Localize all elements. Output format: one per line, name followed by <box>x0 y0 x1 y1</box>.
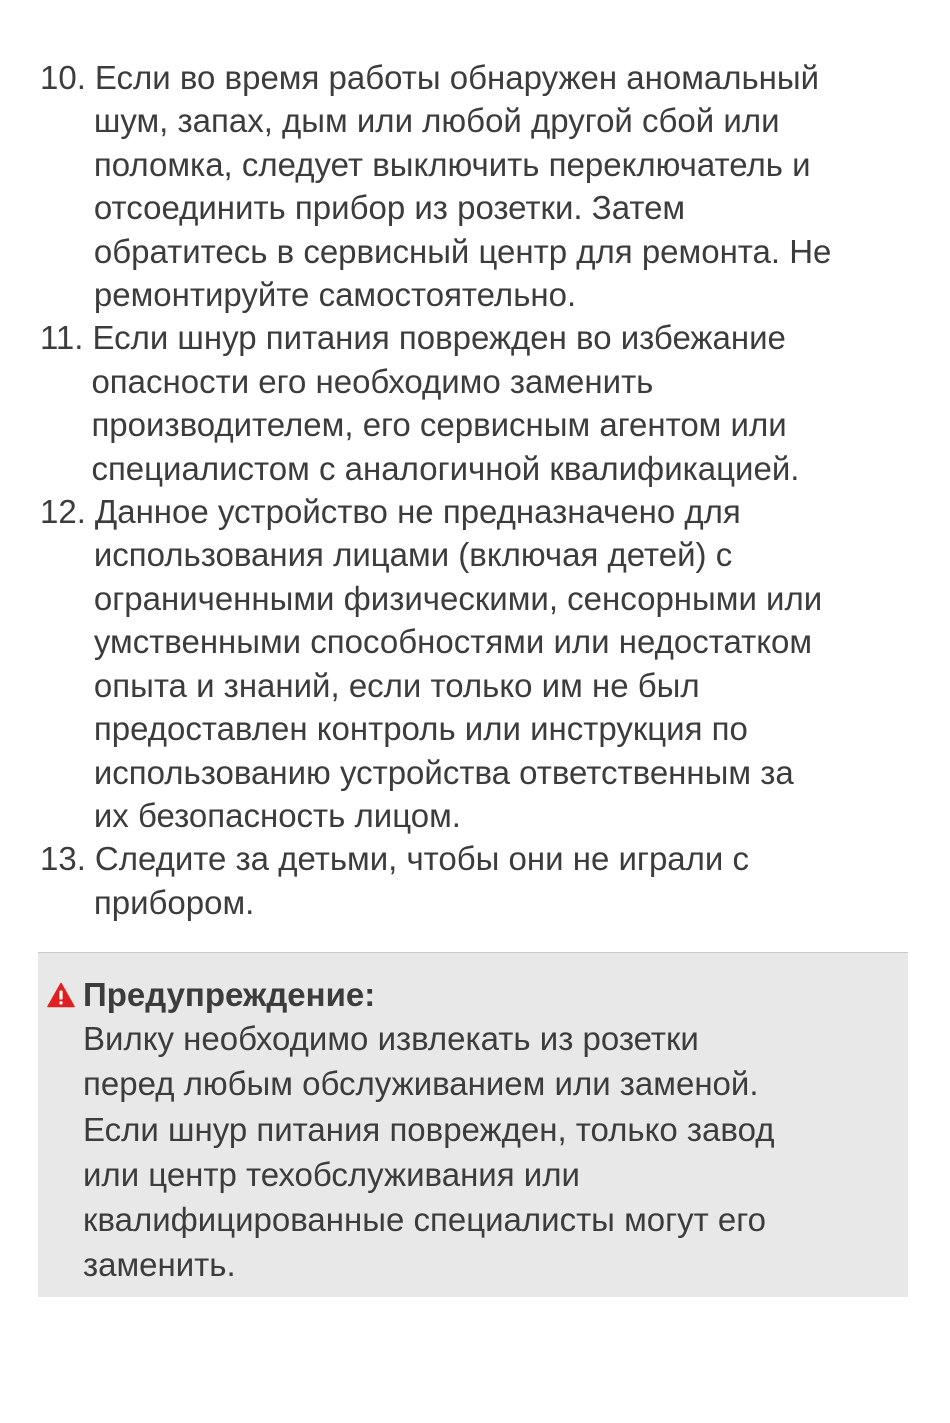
text-line: прибором. <box>93 883 255 921</box>
item-text <box>95 56 920 316</box>
text-line: Данное устройство не предназначено для <box>94 493 741 531</box>
item-number: 12. <box>40 493 86 531</box>
text-line: поломка, следует выключить переключатель и <box>93 145 811 183</box>
text-line: их безопасность лицом. <box>93 796 461 834</box>
item-number: 13. <box>40 840 86 878</box>
text-line: Если во время работы обнаружен аномальный <box>94 59 820 96</box>
warning-header <box>47 973 375 1016</box>
item-number: 11. <box>40 319 84 357</box>
text-line: Следите за детьми, чтобы они не играли с <box>94 840 750 878</box>
text-line: ремонтируйте самостоятельно. <box>93 276 577 314</box>
warning-box <box>38 952 908 1297</box>
item-text <box>95 837 920 924</box>
text-line: специалистом с аналогичной квалификацией. <box>91 449 800 487</box>
text-line: квалифицированные специалисты могут его <box>83 1201 766 1239</box>
text-line: использованию устройства ответственным за <box>93 753 794 791</box>
text-line: производителем, его сервисным агентом или <box>91 406 787 444</box>
text-line: шум, запах, дым или любой другой сбой или <box>93 102 780 140</box>
text-line: опыта и знаний, если только им не был <box>93 666 700 704</box>
safety-instructions-list <box>40 56 920 924</box>
text-line: обратитесь в сервисный центр для ремонта. Не <box>93 232 832 270</box>
text-line: умственными способностями или недостатком <box>93 623 813 661</box>
warning-triangle-icon <box>47 982 75 1008</box>
text-line: Если шнур питания поврежден во избежание <box>92 319 786 357</box>
item-text <box>92 316 920 490</box>
text-line: отсоединить прибор из розетки. Затем <box>93 189 686 227</box>
text-line: опасности его необходимо заменить <box>91 362 654 400</box>
text-line: ограниченными физическими, сенсорными или <box>93 579 823 617</box>
list-item <box>40 490 920 837</box>
text-line: предоставлен контроль или инструкция по <box>93 710 748 748</box>
list-item <box>40 316 920 490</box>
text-line: заменить. <box>83 1246 236 1284</box>
text-line: или центр техобслуживания или <box>83 1155 580 1193</box>
text-line: Вилку необходимо извлекать из розетки <box>83 1020 699 1057</box>
text-line: использования лицами (включая детей) с <box>93 536 733 574</box>
item-number: 10. <box>40 59 86 96</box>
list-item <box>40 56 920 316</box>
warning-text <box>83 1016 774 1288</box>
text-line: Если шнур питания поврежден, только завод <box>83 1110 775 1148</box>
warning-title: Предупреждение: <box>83 976 376 1013</box>
text-line: перед любым обслуживанием или заменой. <box>83 1065 759 1103</box>
item-text <box>95 490 920 837</box>
list-item <box>40 837 920 924</box>
